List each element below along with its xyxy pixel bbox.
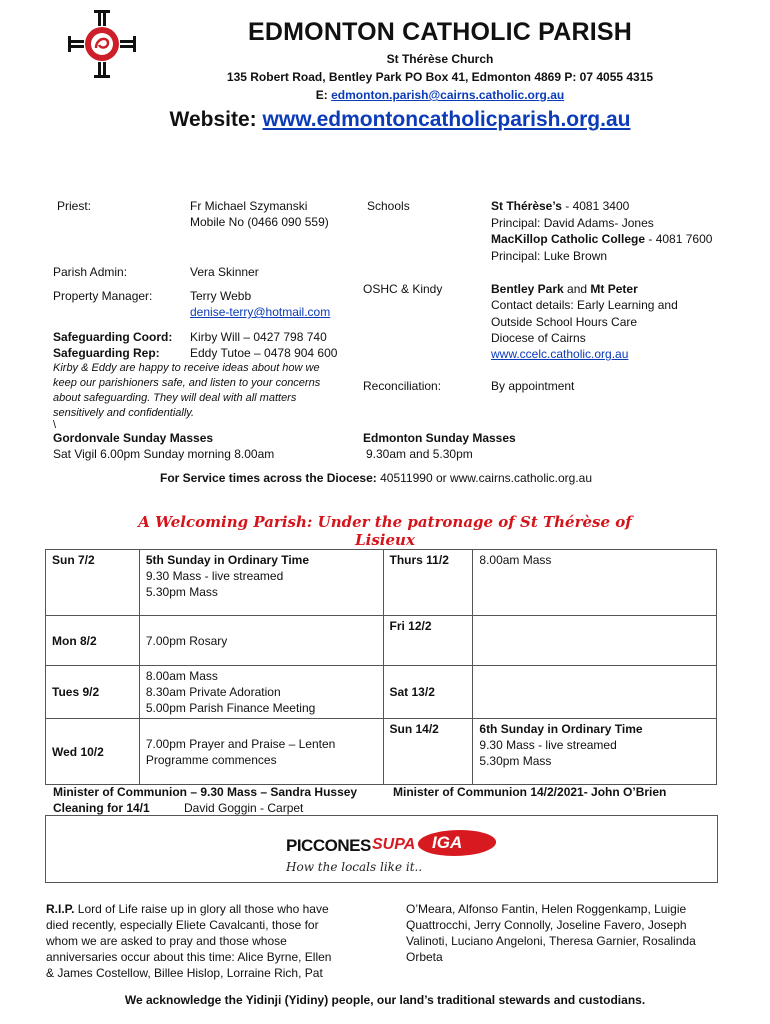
day-label: Wed 10/2 bbox=[52, 744, 104, 759]
welcome-banner: A Welcoming Parish: Under the patronage of St Thérèse of Lisieux bbox=[138, 513, 632, 549]
stray-mark: \ bbox=[53, 419, 57, 431]
oshc-mtpeter: Mt Peter bbox=[590, 282, 638, 296]
event-line: 7.00pm Rosary bbox=[145, 633, 228, 648]
event-line: 8.00am Mass bbox=[145, 669, 218, 683]
sponsor-brand: PICCONES bbox=[286, 836, 371, 855]
school2-principal: Principal: Luke Brown bbox=[491, 249, 608, 263]
website-label: Website: bbox=[169, 108, 257, 131]
table-row bbox=[46, 616, 717, 666]
rip-text: Lord of Life raise up in glory all those who have bbox=[74, 902, 329, 916]
sponsor-supa: SUPA bbox=[372, 836, 416, 853]
oshc-line-3: Outside School Hours Care bbox=[491, 315, 638, 329]
rip-left bbox=[46, 901, 386, 981]
event-cell bbox=[473, 719, 717, 785]
school1-principal: Principal: David Adams- Jones bbox=[491, 216, 654, 230]
sg-rep-label: Safeguarding Rep: bbox=[53, 346, 160, 360]
rip-line bbox=[46, 901, 386, 917]
school1-line bbox=[491, 198, 629, 214]
day-cell: Sun 7/2 bbox=[46, 550, 140, 616]
rip-line: Orbeta bbox=[406, 950, 443, 964]
event-line: 5.30pm Mass bbox=[479, 754, 552, 768]
event-title: 5th Sunday in Ordinary Time bbox=[145, 553, 310, 567]
email-link[interactable]: edmonton.parish@cairns.catholic.org.au bbox=[331, 88, 565, 102]
church-name: St Thérèse Church bbox=[386, 52, 494, 66]
acknowledgement: We acknowledge the Yidinji (Yidiny) people, our land’s traditional stewards and custodians. bbox=[124, 993, 646, 1007]
oshc-line-4: Diocese of Cairns bbox=[491, 331, 586, 345]
rip-line: Quattrocchi, Jerry Connolly, Joseline Favero, Joseph bbox=[406, 918, 687, 932]
gordonvale-value: Sat Vigil 6.00pm Sunday morning 8.00am bbox=[53, 447, 275, 461]
pm-label: Property Manager: bbox=[53, 289, 153, 303]
event-line: 8.30am Private Adoration bbox=[145, 685, 281, 699]
cleaning-value: David Goggin - Carpet bbox=[184, 801, 304, 815]
schools-label: Schools bbox=[367, 199, 410, 213]
priest-mobile: Mobile No (0466 090 559) bbox=[190, 215, 329, 229]
oshc-label: OSHC & Kindy bbox=[363, 282, 443, 296]
school1-phone: - 4081 3400 bbox=[561, 199, 630, 213]
sg-coord-label: Safeguarding Coord: bbox=[53, 330, 173, 344]
oshc-and: and bbox=[563, 282, 591, 296]
gordonvale-label: Gordonvale Sunday Masses bbox=[53, 431, 214, 445]
rip-line: Valinoti, Luciano Angeloni, Theresa Garnier, Rosalinda bbox=[406, 934, 696, 948]
parish-address: 135 Robert Road, Bentley Park PO Box 41, Edmonton 4869 P: 07 4055 4315 bbox=[226, 70, 654, 84]
day-label: Tues 9/2 bbox=[52, 685, 100, 699]
event-line: 5.00pm Parish Finance Meeting bbox=[145, 701, 316, 715]
event-cell bbox=[139, 550, 383, 616]
table-row bbox=[46, 666, 717, 719]
sg-coord-value: Kirby Will – 0427 798 740 bbox=[190, 330, 327, 344]
recon-label: Reconciliation: bbox=[363, 379, 442, 393]
admin-name: Vera Skinner bbox=[190, 265, 259, 279]
sponsor-tagline: How the locals like it.. bbox=[286, 860, 423, 874]
sg-note-1: Kirby & Eddy are happy to receive ideas about how we bbox=[53, 362, 320, 374]
school2-phone: - 4081 7600 bbox=[645, 232, 713, 246]
event-line: 9.30 Mass - live streamed bbox=[145, 569, 284, 583]
rip-right bbox=[406, 901, 736, 965]
school2-line bbox=[491, 231, 712, 247]
admin-label: Parish Admin: bbox=[53, 265, 128, 279]
sg-rep-value: Eddy Tutoe – 0478 904 600 bbox=[190, 346, 338, 360]
sg-note-3: about safeguarding. They will deal with all matters bbox=[53, 392, 297, 404]
event-cell: 8.00am Mass bbox=[473, 550, 717, 616]
event-line: 9.30 Mass - live streamed bbox=[479, 738, 617, 752]
website-line bbox=[130, 108, 670, 132]
minister-1: Minister of Communion – 9.30 Mass – Sandra Hussey bbox=[53, 785, 358, 799]
day-label: Sat 13/2 bbox=[389, 685, 435, 699]
sg-note-4: sensitively and confidentially. bbox=[53, 407, 195, 419]
event-title: 6th Sunday in Ordinary Time bbox=[479, 722, 643, 736]
event-cell bbox=[473, 666, 717, 719]
service-line bbox=[160, 470, 592, 486]
rip-line: whom we are asked to pray and those whose bbox=[46, 934, 287, 948]
oshc-line-2: Contact details: Early Learning and bbox=[491, 298, 678, 312]
table-row bbox=[46, 719, 717, 785]
event-line: Programme commences bbox=[145, 752, 277, 767]
day-cell bbox=[46, 719, 140, 785]
event-cell bbox=[139, 616, 383, 666]
pm-name: Terry Webb bbox=[190, 289, 252, 303]
day-cell bbox=[383, 666, 473, 719]
iga-text: IGA bbox=[432, 833, 463, 852]
oshc-bentley: Bentley Park bbox=[491, 282, 564, 296]
rip-label: R.I.P. bbox=[46, 902, 75, 916]
rip-line: anniversaries occur about this time: Alice Byrne, Ellen bbox=[46, 950, 332, 964]
parish-logo bbox=[66, 8, 138, 80]
schedule-table bbox=[45, 549, 717, 785]
day-label: Mon 8/2 bbox=[52, 633, 97, 648]
day-cell bbox=[46, 616, 140, 666]
rip-line: & James Costellow, Billee Hislop, Lorraine Rich, Pat bbox=[46, 966, 323, 980]
event-cell bbox=[139, 666, 383, 719]
rip-line: O’Meara, Alfonso Fantin, Helen Roggenkamp, Luigie bbox=[406, 902, 687, 916]
day-cell: Thurs 11/2 bbox=[383, 550, 473, 616]
recon-value: By appointment bbox=[491, 379, 575, 393]
email-label: E: bbox=[315, 88, 328, 102]
service-label: For Service times across the Diocese: bbox=[160, 471, 377, 485]
oshc-link[interactable]: www.ccelc.catholic.org.au bbox=[491, 347, 629, 361]
event-cell bbox=[473, 616, 717, 666]
pm-email-link[interactable]: denise-terry@hotmail.com bbox=[190, 305, 331, 319]
email-line bbox=[190, 88, 690, 102]
event-line: 7.00pm Prayer and Praise – Lenten bbox=[145, 736, 336, 751]
day-cell: Fri 12/2 bbox=[383, 616, 473, 666]
event-cell bbox=[139, 719, 383, 785]
event-line: 5.30pm Mass bbox=[145, 585, 218, 599]
day-cell bbox=[46, 666, 140, 719]
service-value: 40511990 or www.cairns.catholic.org.au bbox=[380, 471, 593, 485]
rip-line: died recently, especially Eliete Cavalcanti, those for bbox=[46, 918, 319, 932]
school2-name: MacKillop Catholic College bbox=[491, 232, 646, 246]
priest-name: Fr Michael Szymanski bbox=[190, 199, 308, 213]
cleaning-label: Cleaning for 14/1 bbox=[53, 801, 150, 815]
priest-label: Priest: bbox=[57, 199, 92, 213]
sg-note-2: keep our parishioners safe, and listen to your concerns bbox=[53, 377, 321, 389]
page-title: EDMONTON CATHOLIC PARISH bbox=[248, 18, 632, 46]
table-row bbox=[46, 550, 717, 616]
sponsor-ad bbox=[45, 815, 718, 883]
edmonton-value: 9.30am and 5.30pm bbox=[366, 447, 473, 461]
edmonton-label: Edmonton Sunday Masses bbox=[363, 431, 516, 445]
day-cell: Sun 14/2 bbox=[383, 719, 473, 785]
minister-2: Minister of Communion 14/2/2021- John O’Brien bbox=[393, 785, 667, 799]
oshc-line-1 bbox=[491, 281, 638, 297]
school1-name: St Thérèse’s bbox=[491, 199, 562, 213]
website-link[interactable]: www.edmontoncatholicparish.org.au bbox=[262, 108, 631, 131]
